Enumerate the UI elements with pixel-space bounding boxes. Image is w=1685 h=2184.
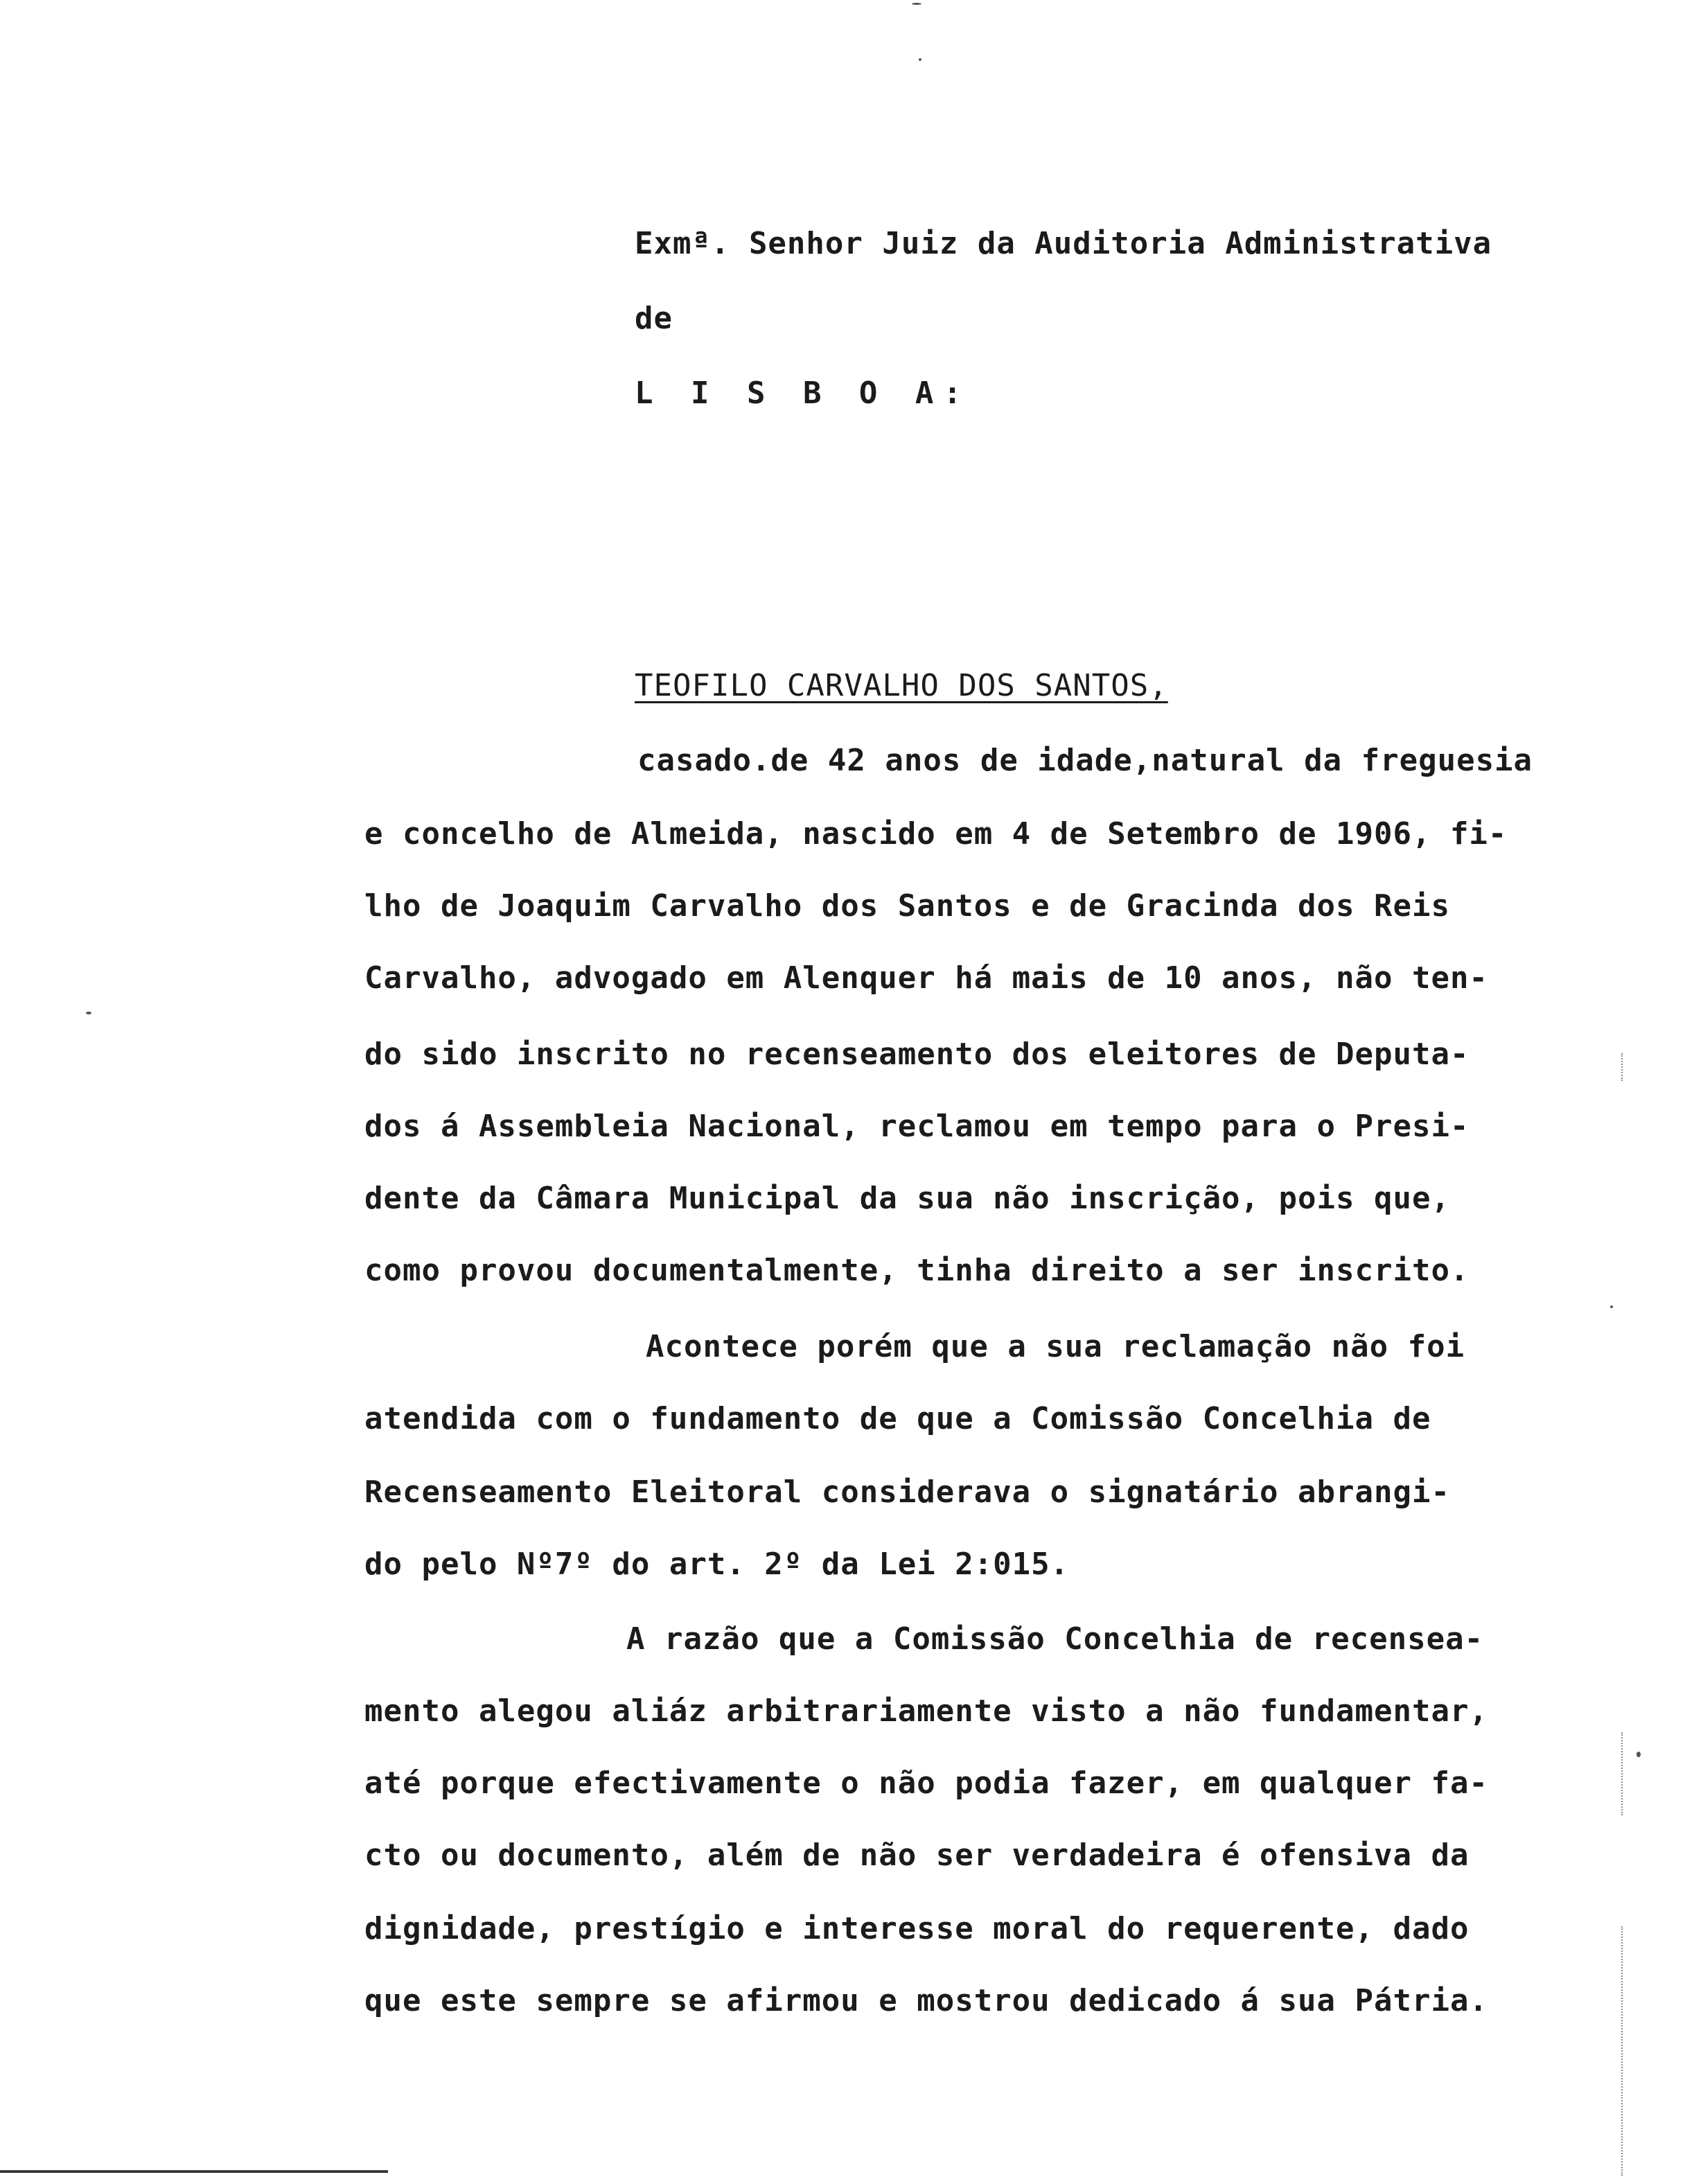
addressee-preposition: de: [635, 301, 673, 336]
body-line: dignidade, prestígio e interesse moral do requerente, dado: [364, 1911, 1470, 1946]
body-line: do sido inscrito no recenseamento dos eleitores de Deputa-: [364, 1037, 1470, 1072]
body-line: Recenseamento Eleitoral considerava o signatário abrangi-: [364, 1474, 1450, 1510]
body-line: lho de Joaquim Carvalho dos Santos e de Gracinda dos Reis: [364, 888, 1450, 924]
body-line: que este sempre se afirmou e mostrou dedicado á sua Pátria.: [364, 1983, 1488, 2018]
body-line: dente da Câmara Municipal da sua não inscrição, pois que,: [364, 1181, 1450, 1216]
body-line: atendida com o fundamento de que a Comissão Concelhia de: [364, 1401, 1431, 1436]
addressee-line: Exmª. Senhor Juiz da Auditoria Administrativa: [635, 226, 1492, 261]
body-line: casado.de 42 anos de idade,natural da freguesia: [637, 743, 1533, 778]
scan-edge-noise: [1621, 1053, 1664, 1081]
body-line: dos á Assembleia Nacional, reclamou em tempo para o Presi-: [364, 1109, 1470, 1144]
body-line: como provou documentalmente, tinha direito a ser inscrito.: [364, 1253, 1470, 1288]
scan-bottom-edge: [0, 2170, 388, 2173]
body-line: cto ou documento, além de não ser verdadeira é ofensiva da: [364, 1838, 1470, 1873]
scan-speck: [912, 3, 921, 5]
body-line: Carvalho, advogado em Alenquer há mais de 10 anos, não ten-: [364, 960, 1488, 996]
scan-speck: [86, 1012, 91, 1014]
scan-edge-noise: [1621, 1732, 1664, 1815]
body-line: A razão que a Comissão Concelhia de recensea-: [626, 1621, 1484, 1657]
scan-speck: [919, 58, 921, 61]
body-line: até porque efectivamente o não podia fazer, em qualquer fa-: [364, 1765, 1488, 1801]
body-line: do pelo Nº7º do art. 2º da Lei 2:015.: [364, 1547, 1070, 1582]
scan-speck: [1610, 1305, 1613, 1308]
body-line: mento alegou aliáz arbitrariamente visto a não fundamentar,: [364, 1693, 1488, 1729]
body-line: e concelho de Almeida, nascido em 4 de Setembro de 1906, fi-: [364, 816, 1508, 852]
petitioner-name: TEOFILO CARVALHO DOS SANTOS,: [635, 668, 1168, 703]
scan-edge-noise: [1621, 1926, 1664, 2176]
body-line: Acontece porém que a sua reclamação não foi: [646, 1329, 1465, 1364]
addressee-city: L I S B O A:: [635, 376, 971, 411]
